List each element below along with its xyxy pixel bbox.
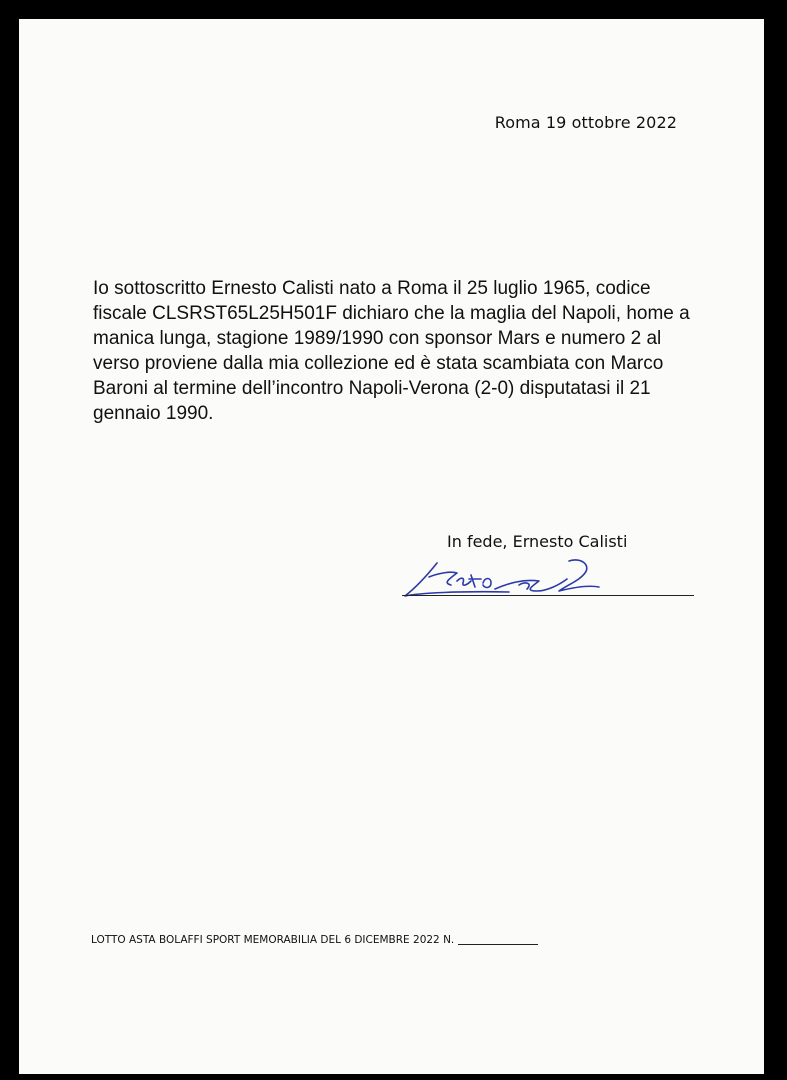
signoff-line: In fede, Ernesto Calisti [447, 532, 628, 551]
signature-line [402, 595, 694, 596]
footer-text: LOTTO ASTA BOLAFFI SPORT MEMORABILIA DEL 6 DICEMBRE 2022 N. [91, 934, 455, 946]
lot-number-blank [458, 944, 538, 945]
footer-lot-line [91, 934, 538, 946]
declaration-paragraph: Io sottoscritto Ernesto Calisti nato a Roma il 25 luglio 1965, codice fiscale CLSRST65L25H501F dichiaro che la maglia del Napoli, home a manica lunga, stagione 1989/1990 con sponsor Mars e numero 2 al verso proviene dalla mia collezione ed è stata scambiata con Marco Baroni al termine dell’incontro Napoli-Verona (2-0) disputatasi il 21 gennaio 1990. [93, 278, 690, 424]
document-page [19, 19, 764, 1074]
date-line: Roma 19 ottobre 2022 [494, 113, 677, 132]
declaration-text [93, 276, 699, 426]
